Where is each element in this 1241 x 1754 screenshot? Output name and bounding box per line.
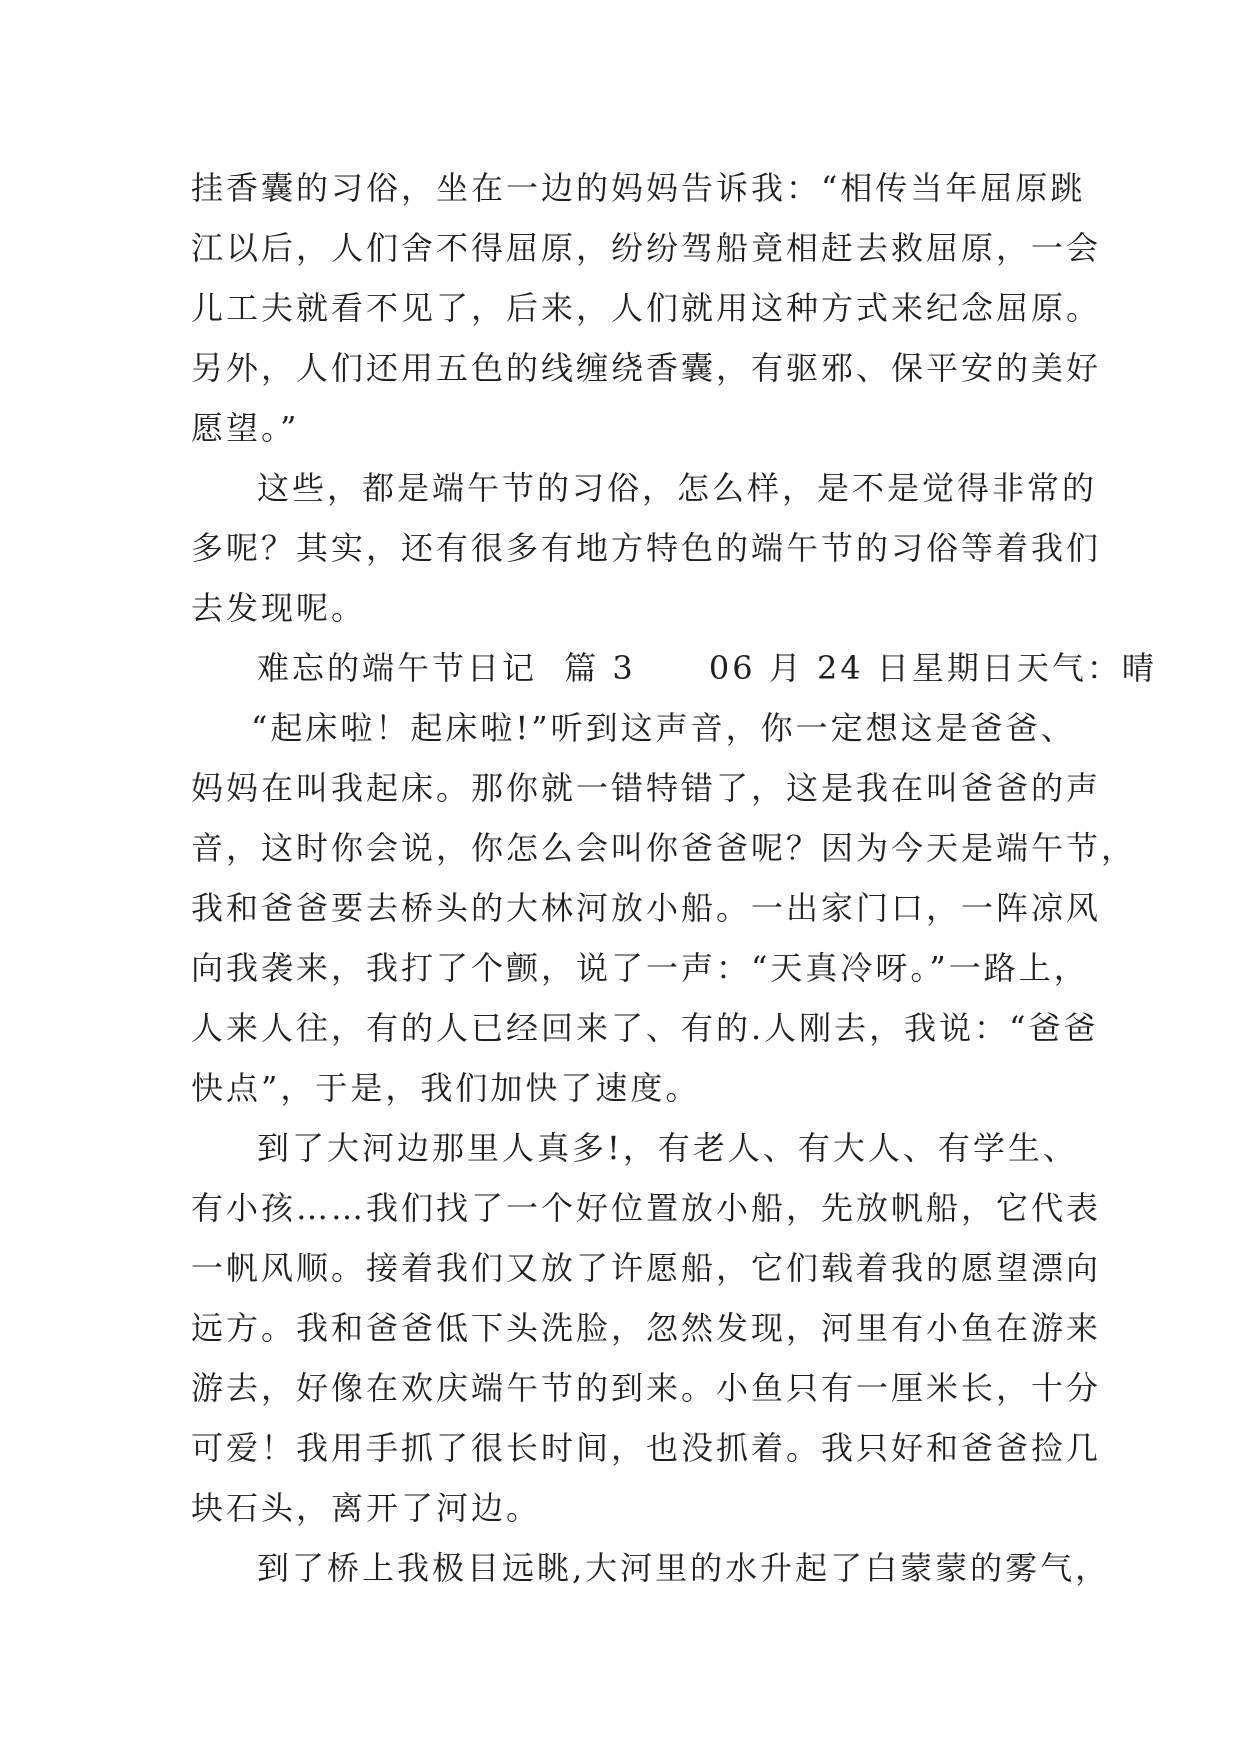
text-line: 江以后，人们舍不得屈原，纷纷驾船竟相赶去救屈原，一会 — [191, 229, 1102, 267]
text-line: 我和爸爸要去桥头的大林河放小船。一出家门口，一阵凉风 — [191, 889, 1102, 927]
text-line: 可爱！我用手抓了很长时间，也没抓着。我只好和爸爸捡几 — [191, 1429, 1102, 1467]
text-line: 妈妈在叫我起床。那你就一错特错了，这是我在叫爸爸的声 — [191, 769, 1102, 807]
text-line: 儿工夫就看不见了，后来，人们就用这种方式来纪念屈原。 — [191, 289, 1102, 327]
entry-date: 06 月 24 日星期日天气：晴 — [708, 649, 1157, 687]
text-line: 一帆风顺。接着我们又放了许愿船，它们载着我的愿望漂向 — [191, 1249, 1102, 1287]
text-line: 游去，好像在欢庆端午节的到来。小鱼只有一厘米长，十分 — [191, 1369, 1102, 1407]
text-line: 块石头，离开了河边。 — [191, 1489, 542, 1527]
text-line: 愿望。” — [191, 409, 300, 447]
text-line: 快点”，于是，我们加快了速度。 — [191, 1069, 701, 1107]
paragraph-3 — [191, 698, 1137, 1118]
text-line: 挂香囊的习俗，坐在一边的妈妈告诉我：“相传当年屈原跳 — [191, 169, 1086, 207]
text-line: 这些，都是端午节的习俗，怎么样，是不是觉得非常的 — [257, 469, 1098, 507]
paragraph-4 — [191, 1118, 1102, 1538]
text-line: 音，这时你会说，你怎么会叫你爸爸呢？因为今天是端午节， — [191, 829, 1137, 867]
paragraph-2 — [191, 458, 1102, 638]
text-line: 向我袭来，我打了个颤，说了一声：“天真冷呀。”一路上， — [191, 949, 1089, 987]
text-line: 多呢？其实，还有很多有地方特色的端午节的习俗等着我们 — [191, 529, 1102, 567]
paragraph-1 — [191, 158, 1102, 458]
text-line: 有小孩……我们找了一个好位置放小船，先放帆船，它代表 — [191, 1189, 1102, 1227]
paragraph-5 — [191, 1538, 1111, 1598]
text-line: 另外，人们还用五色的线缠绕香囊，有驱邪、保平安的美好 — [191, 349, 1102, 387]
document-body — [191, 158, 1157, 1598]
entry-heading — [191, 638, 1157, 698]
text-line: “起床啦！起床啦!”听到这声音，你一定想这是爸爸、 — [251, 709, 1076, 747]
text-line: 到了大河边那里人真多!，有老人、有大人、有学生、 — [257, 1129, 1078, 1167]
text-line: 去发现呢。 — [191, 589, 367, 627]
text-line: 人来人往，有的人已经回来了、有的.人刚去，我说：“爸爸 — [191, 1009, 1099, 1047]
text-line: 到了桥上我极目远眺,大河里的水升起了白蒙蒙的雾气， — [257, 1549, 1111, 1587]
entry-section: 篇 3 — [564, 649, 636, 687]
text-line: 远方。我和爸爸低下头洗脸，忽然发现，河里有小鱼在游来 — [191, 1309, 1102, 1347]
entry-title: 难忘的端午节日记 — [257, 649, 538, 687]
